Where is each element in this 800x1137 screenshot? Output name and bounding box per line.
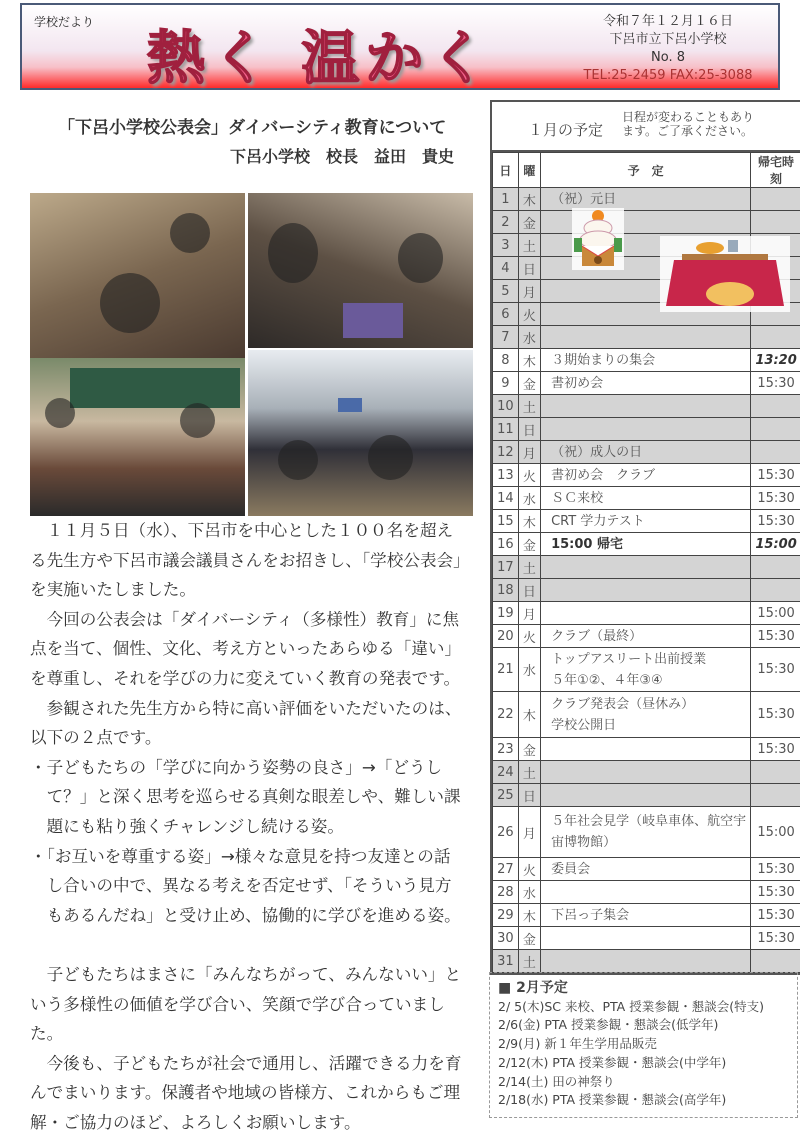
schedule-row (493, 533, 800, 556)
classroom-photo-4 (248, 350, 473, 516)
event-cell: 委員会 (541, 858, 751, 881)
schedule-row (493, 326, 800, 349)
day-cell: 14 (493, 487, 519, 510)
schedule-row (493, 692, 800, 738)
weekday-cell: 金 (518, 533, 540, 556)
january-schedule (490, 100, 800, 975)
article-line: 子どもたちはまさに「みんなちがって、みんないい」と (30, 960, 478, 990)
day-cell: 9 (493, 372, 519, 395)
schedule-row (493, 927, 800, 950)
weekday-cell: 火 (518, 303, 540, 326)
return-time-cell (751, 441, 800, 464)
school-name: 下呂市立下呂小学校 (568, 31, 768, 49)
schedule-row (493, 418, 800, 441)
weekday-cell: 水 (518, 648, 540, 692)
day-cell: 23 (493, 738, 519, 761)
day-cell: 19 (493, 602, 519, 625)
schedule-row (493, 188, 800, 211)
event-cell (541, 927, 751, 950)
return-time-cell (751, 761, 800, 784)
return-time-cell: 15:30 (751, 648, 800, 692)
kagami-mochi-icon (572, 208, 624, 270)
day-cell: 25 (493, 784, 519, 807)
schedule-row (493, 950, 800, 973)
article-line: を実施いたしました。 (30, 575, 478, 605)
event-cell: トップアスリート出前授業 ５年①②、４年③④ (541, 648, 751, 692)
return-time-cell: 15:30 (751, 510, 800, 533)
event-cell: （祝）元日 (541, 188, 751, 211)
article-line: る先生方や下呂市議会議員さんをお招きし、「学校公表会」 (30, 546, 478, 576)
february-item: 2/6(金) PTA 授業参観・懇談会(低学年) (498, 1016, 789, 1035)
return-time-cell (751, 950, 800, 973)
weekday-cell: 金 (518, 372, 540, 395)
article-line: し合いの中で、異なる考えを否定せず、「そういう見方 (30, 871, 478, 901)
event-cell: クラブ発表会（昼休み） 学校公開日 (541, 692, 751, 738)
return-time-cell (751, 418, 800, 441)
article-line: 題にも粘り強くチャレンジし続ける姿。 (30, 812, 478, 842)
return-time-cell: 15:30 (751, 858, 800, 881)
event-cell (541, 579, 751, 602)
weekday-cell: 日 (518, 784, 540, 807)
weekday-cell: 月 (518, 441, 540, 464)
february-item: 2/14(土) 田の神祭り (498, 1073, 789, 1092)
return-time-cell: 15:30 (751, 927, 800, 950)
return-time-cell: 13:20 (751, 349, 800, 372)
day-cell: 6 (493, 303, 519, 326)
schedule-title: １月の予定 (528, 119, 603, 140)
weekday-cell: 木 (518, 188, 540, 211)
return-time-cell (751, 579, 800, 602)
february-item: 2/18(水) PTA 授業参観・懇談会(高学年) (498, 1091, 789, 1110)
return-time-cell (751, 326, 800, 349)
day-cell: 11 (493, 418, 519, 441)
newsletter-label: 学校だより (34, 13, 94, 30)
event-cell: 下呂っ子集会 (541, 904, 751, 927)
return-time-cell: 15:30 (751, 625, 800, 648)
weekday-cell: 木 (518, 904, 540, 927)
weekday-cell: 日 (518, 579, 540, 602)
return-time-cell: 15:00 (751, 807, 800, 858)
return-time-cell: 15:30 (751, 692, 800, 738)
day-cell: 24 (493, 761, 519, 784)
schedule-row (493, 858, 800, 881)
article-line: １１月５日（水）、下呂市を中心とした１００名を超え (30, 516, 478, 546)
february-item: 2/12(木) PTA 授業参観・懇談会(中学年) (498, 1054, 789, 1073)
schedule-row (493, 579, 800, 602)
schedule-note: 日程が変わることもあり ます。ご了承ください。 (622, 110, 754, 138)
schedule-row (493, 372, 800, 395)
february-title: ■ 2月予定 (498, 979, 789, 998)
return-time-cell: 15:30 (751, 487, 800, 510)
newsletter-title: 熱く 温かく (147, 11, 493, 95)
schedule-row (493, 761, 800, 784)
day-cell: 27 (493, 858, 519, 881)
return-time-cell: 15:00 (751, 602, 800, 625)
event-cell (541, 418, 751, 441)
weekday-cell: 金 (518, 738, 540, 761)
return-time-cell: 15:30 (751, 881, 800, 904)
weekday-cell: 水 (518, 881, 540, 904)
event-cell: ３期始まりの集会 (541, 349, 751, 372)
article-line: ・「お互いを尊重する姿」→様々な意見を持つ友達との話 (30, 842, 478, 872)
weekday-cell: 木 (518, 349, 540, 372)
event-cell: 書初め会 クラブ (541, 464, 751, 487)
weekday-cell: 火 (518, 464, 540, 487)
article-body (30, 516, 478, 1137)
event-cell (541, 556, 751, 579)
article-line: た。 (30, 1019, 478, 1049)
february-item: 2/ 5(木)SC 来校、PTA 授業参観・懇談会(特支) (498, 998, 789, 1017)
event-cell: CRT 学力テスト (541, 510, 751, 533)
event-cell: クラブ（最終） (541, 625, 751, 648)
schedule-row (493, 807, 800, 858)
day-cell: 17 (493, 556, 519, 579)
event-cell: 15:00 帰宅 (541, 533, 751, 556)
february-schedule (489, 972, 798, 1118)
event-cell (541, 326, 751, 349)
day-cell: 15 (493, 510, 519, 533)
weekday-cell: 月 (518, 807, 540, 858)
schedule-row (493, 441, 800, 464)
schedule-row (493, 211, 800, 234)
column-header: 曜 (518, 153, 540, 188)
event-cell (541, 761, 751, 784)
day-cell: 13 (493, 464, 519, 487)
day-cell: 2 (493, 211, 519, 234)
weekday-cell: 月 (518, 602, 540, 625)
day-cell: 20 (493, 625, 519, 648)
classroom-photo-1 (30, 193, 245, 358)
return-time-cell: 15:00 (751, 533, 800, 556)
day-cell: 29 (493, 904, 519, 927)
day-cell: 22 (493, 692, 519, 738)
day-cell: 5 (493, 280, 519, 303)
day-cell: 10 (493, 395, 519, 418)
article-line: を尊重し、それを学びの力に変えていく教育の発表です。 (30, 664, 478, 694)
schedule-row (493, 510, 800, 533)
event-cell: ５年社会見学（岐阜車体、航空宇 宙博物館） (541, 807, 751, 858)
schedule-row (493, 556, 800, 579)
event-cell (541, 395, 751, 418)
day-cell: 12 (493, 441, 519, 464)
event-cell (541, 881, 751, 904)
schedule-row (493, 464, 800, 487)
day-cell: 3 (493, 234, 519, 257)
article-line: 今回の公表会は「ダイバーシティ（多様性）教育」に焦 (30, 605, 478, 635)
schedule-row (493, 625, 800, 648)
issue-date: 令和７年１２月１６日 (568, 13, 768, 31)
column-header: 日 (493, 153, 519, 188)
column-header: 予 定 (541, 153, 751, 188)
return-time-cell (751, 211, 800, 234)
classroom-photo-2 (248, 193, 473, 348)
day-cell: 26 (493, 807, 519, 858)
event-cell: （祝）成人の日 (541, 441, 751, 464)
weekday-cell: 月 (518, 280, 540, 303)
weekday-cell: 金 (518, 927, 540, 950)
day-cell: 18 (493, 579, 519, 602)
return-time-cell (751, 188, 800, 211)
classroom-photo-3 (30, 358, 245, 516)
weekday-cell: 土 (518, 234, 540, 257)
weekday-cell: 水 (518, 326, 540, 349)
day-cell: 28 (493, 881, 519, 904)
february-item: 2/9(月) 新１年生学用品販売 (498, 1035, 789, 1054)
weekday-cell: 土 (518, 395, 540, 418)
article-author: 下呂小学校 校長 益田 貴史 (230, 144, 454, 167)
return-time-cell (751, 556, 800, 579)
event-cell: 書初め会 (541, 372, 751, 395)
article-line: ・子どもたちの「学びに向かう姿勢の良さ」→「どうし (30, 753, 478, 783)
day-cell: 1 (493, 188, 519, 211)
event-cell (541, 738, 751, 761)
day-cell: 16 (493, 533, 519, 556)
weekday-cell: 土 (518, 950, 540, 973)
weekday-cell: 日 (518, 418, 540, 441)
article-line: 点を当て、個性、文化、考え方といったあらゆる「違い」 (30, 634, 478, 664)
event-cell: ＳＣ来校 (541, 487, 751, 510)
article-line: 解・ご協力のほど、よろしくお願いします。 (30, 1108, 478, 1137)
schedule-row (493, 602, 800, 625)
weekday-cell: 火 (518, 625, 540, 648)
weekday-cell: 土 (518, 761, 540, 784)
article-line: 以下の２点です。 (30, 723, 478, 753)
day-cell: 7 (493, 326, 519, 349)
return-time-cell: 15:30 (751, 464, 800, 487)
schedule-row (493, 395, 800, 418)
issue-number: No. 8 (568, 49, 768, 67)
day-cell: 30 (493, 927, 519, 950)
article-line: 今後も、子どもたちが社会で通用し、活躍できる力を育 (30, 1049, 478, 1079)
return-time-cell: 15:30 (751, 372, 800, 395)
article-line: もあるんだね」と受け止め、協働的に学びを進める姿。 (30, 901, 478, 931)
schedule-row (493, 881, 800, 904)
article-line: いう多様性の価値を学び合い、笑顔で学び合っていまし (30, 990, 478, 1020)
schedule-row (493, 487, 800, 510)
article-line: んでまいります。保護者や地域の皆様方、これからもご理 (30, 1078, 478, 1108)
event-cell (541, 784, 751, 807)
newsletter-header (20, 3, 780, 90)
event-cell (541, 950, 751, 973)
schedule-row (493, 349, 800, 372)
day-cell: 8 (493, 349, 519, 372)
schedule-row (493, 904, 800, 927)
article-line (30, 930, 478, 960)
weekday-cell: 土 (518, 556, 540, 579)
return-time-cell: 15:30 (751, 738, 800, 761)
return-time-cell (751, 395, 800, 418)
schedule-header (492, 102, 800, 152)
issue-info (568, 13, 768, 85)
weekday-cell: 木 (518, 692, 540, 738)
schedule-row (493, 784, 800, 807)
day-cell: 4 (493, 257, 519, 280)
weekday-cell: 水 (518, 487, 540, 510)
schedule-row (493, 648, 800, 692)
contact-info: TEL:25-2459 FAX:25-3088 (568, 67, 768, 85)
return-time-cell: 15:30 (751, 904, 800, 927)
article-line: 参観された先生方から特に高い評価をいただいたのは、 (30, 694, 478, 724)
weekday-cell: 火 (518, 858, 540, 881)
day-cell: 21 (493, 648, 519, 692)
event-cell (541, 602, 751, 625)
article-title: 「下呂小学校公表会」ダイバーシティ教育について (58, 113, 446, 138)
weekday-cell: 金 (518, 211, 540, 234)
column-header: 帰宅時刻 (751, 153, 800, 188)
schedule-row (493, 738, 800, 761)
article-line: て？」と深く思考を巡らせる真剣な眼差しや、難しい課 (30, 782, 478, 812)
day-cell: 31 (493, 950, 519, 973)
weekday-cell: 木 (518, 510, 540, 533)
kotatsu-cat-icon (660, 236, 790, 312)
return-time-cell (751, 784, 800, 807)
weekday-cell: 日 (518, 257, 540, 280)
